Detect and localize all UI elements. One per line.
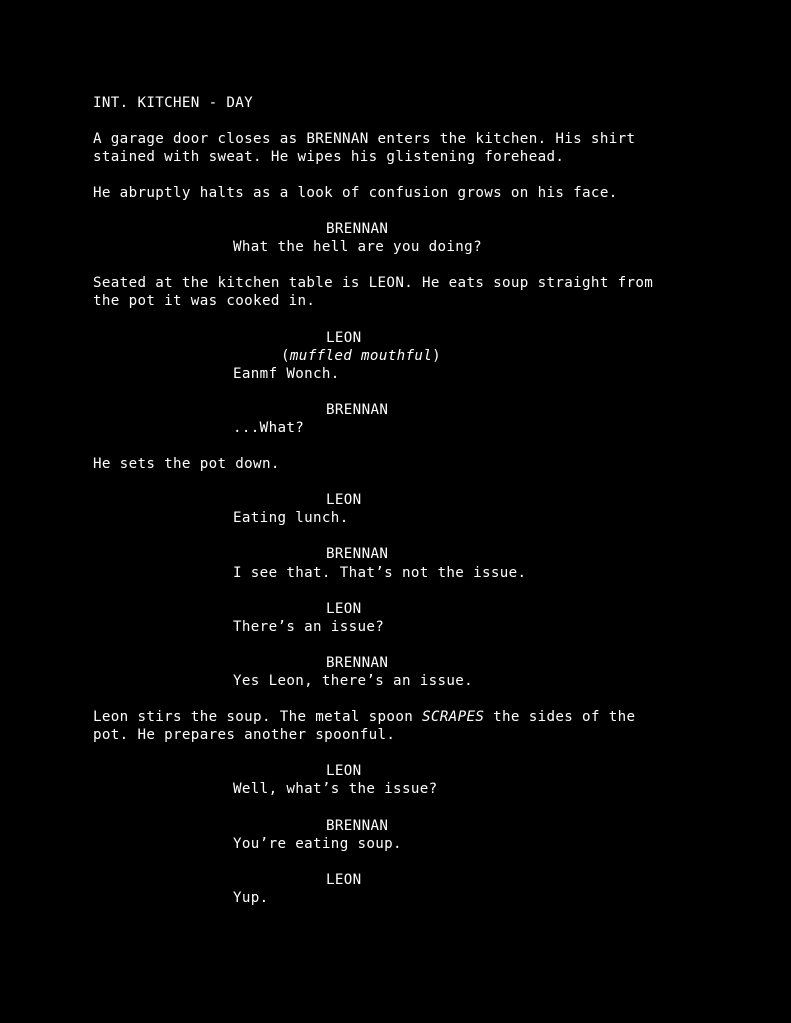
character-name: LEON <box>326 763 362 779</box>
action-line: He abruptly halts as a look of confusion grows on his face. <box>93 185 618 201</box>
character-name: BRENNAN <box>326 221 389 237</box>
action-line: stained with sweat. He wipes his glistening forehead. <box>93 149 565 165</box>
dialogue-line: ...What? <box>233 420 305 436</box>
parenthetical-text: muffled mouthful <box>289 348 433 364</box>
action-line <box>93 708 635 726</box>
emphasis-text: SCRAPES <box>422 709 485 725</box>
dialogue-line: Yup. <box>233 890 269 906</box>
character-name: LEON <box>326 330 362 346</box>
character-name: LEON <box>326 492 362 508</box>
dialogue-line: What the hell are you doing? <box>233 239 482 255</box>
character-name: BRENNAN <box>326 655 389 671</box>
dialogue-line: You’re eating soup. <box>233 836 402 852</box>
dialogue-line: Yes Leon, there’s an issue. <box>233 673 474 689</box>
parenthetical <box>281 347 441 365</box>
paren-open: ( <box>281 348 290 364</box>
action-line: Seated at the kitchen table is LEON. He eats soup straight from <box>93 275 654 291</box>
action-line: He sets the pot down. <box>93 456 280 472</box>
action-line: the pot it was cooked in. <box>93 293 316 309</box>
dialogue-line: Eating lunch. <box>233 510 349 526</box>
scene-heading: INT. KITCHEN - DAY <box>93 95 254 111</box>
action-text: Leon stirs the soup. The metal spoon <box>93 709 422 725</box>
paren-close: ) <box>432 348 442 364</box>
action-line: A garage door closes as BRENNAN enters the kitchen. His shirt <box>93 131 636 147</box>
dialogue-line: I see that. That’s not the issue. <box>233 565 527 581</box>
dialogue-line: Eanmf Wonch. <box>233 366 340 382</box>
character-name: BRENNAN <box>326 402 389 418</box>
action-line: pot. He prepares another spoonful. <box>93 727 396 743</box>
dialogue-line: Well, what’s the issue? <box>233 781 438 797</box>
character-name: BRENNAN <box>326 818 389 834</box>
dialogue-line: There’s an issue? <box>233 619 385 635</box>
character-name: LEON <box>326 601 362 617</box>
character-name: BRENNAN <box>326 546 389 562</box>
character-name: LEON <box>326 872 362 888</box>
action-text: the sides of the <box>484 709 636 725</box>
